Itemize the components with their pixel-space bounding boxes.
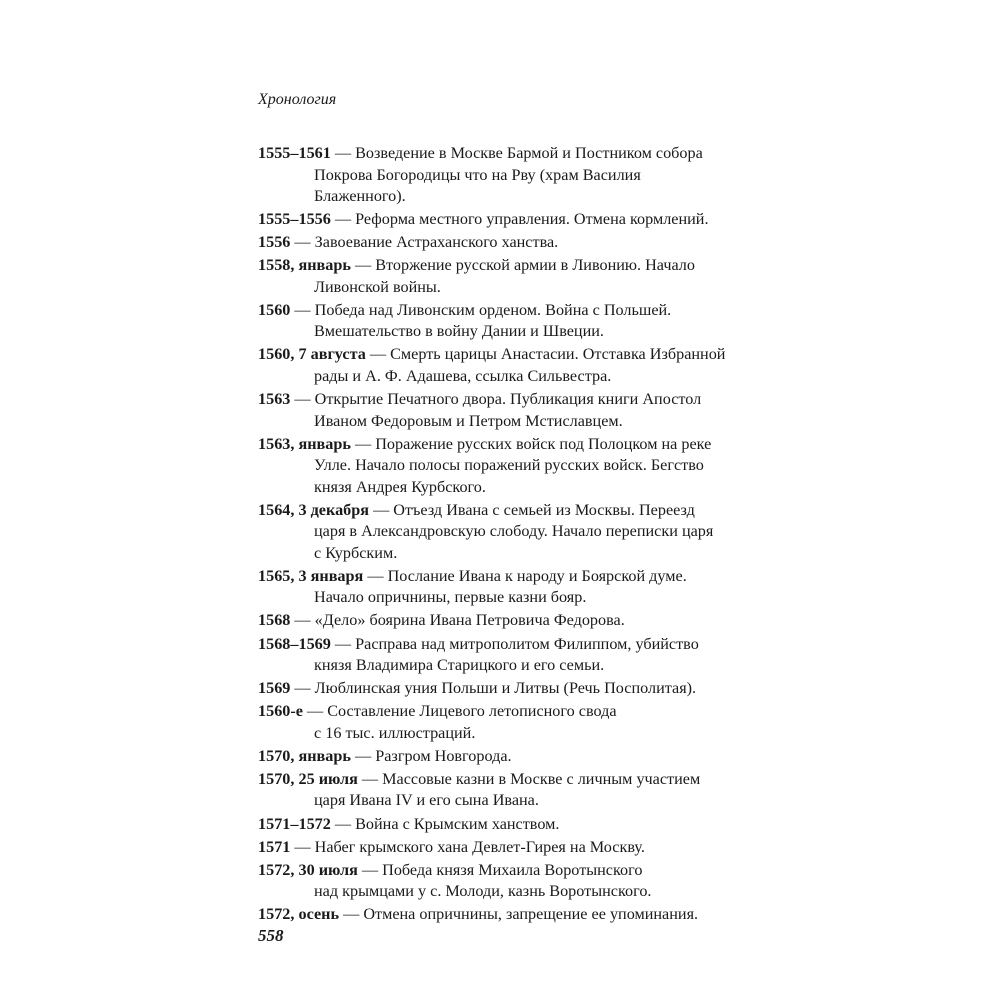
- chronology-entry: [258, 837, 778, 859]
- entry-text-line: — Возведение в Москве Бармой и Постником собора: [330, 144, 703, 162]
- entry-text-line: — Люблинская уния Польши и Литвы (Речь Посполитая).: [290, 679, 697, 698]
- chronology-list: [258, 143, 778, 927]
- entry-date: 1572, 30 июля: [258, 860, 358, 879]
- entry-text-line: Вмешательство в войну Дании и Швеции.: [314, 322, 604, 341]
- entry-date: 1564, 3 декабря: [258, 500, 370, 519]
- entry-text-line: — Расправа над митрополитом Филиппом, убийство: [330, 634, 699, 653]
- entry-text-line: — Вторжение русской армии в Ливонию. Начало: [350, 256, 695, 275]
- entry-text-line: — Открытие Печатного двора. Публикация книги Апостол: [290, 390, 702, 409]
- entry-text-line: — Разгром Новгорода.: [350, 746, 512, 765]
- chronology-entry: [258, 860, 778, 903]
- entry-date: 1571–1572: [258, 814, 331, 833]
- entry-text-line: князя Андрея Курбского.: [314, 477, 486, 496]
- chronology-entry: [258, 389, 778, 432]
- entry-text-line: царя Ивана IV и его сына Ивана.: [314, 791, 539, 810]
- entry-text-line: — Война с Крымским ханством.: [330, 814, 560, 833]
- chronology-entry: [258, 209, 778, 231]
- entry-text-line: — Смерть царицы Анастасии. Отставка Избранной: [365, 345, 726, 364]
- chronology-entry: [258, 814, 778, 836]
- chronology-entry: [258, 701, 778, 744]
- entry-date: 1555–1556: [258, 210, 331, 229]
- chronology-entry: [258, 500, 778, 565]
- entry-text-line: над крымцами у с. Молоди, казнь Воротынского.: [314, 882, 652, 901]
- chronology-entry: [258, 769, 778, 812]
- chronology-entry: [258, 232, 778, 254]
- entry-text-line: — Победа князя Михаила Воротынского: [357, 860, 643, 879]
- chronology-entry: [258, 566, 778, 609]
- running-head: Хронология: [258, 91, 337, 108]
- entry-date: 1568: [258, 611, 291, 630]
- entry-date: 1568–1569: [258, 634, 331, 653]
- chronology-entry: [258, 746, 778, 768]
- entry-text-line: — Отъезд Ивана с семьей из Москвы. Переезд: [369, 500, 695, 519]
- entry-text-line: — Победа над Ливонским орденом. Война с Польшей.: [290, 300, 672, 319]
- entry-date: 1560-е: [258, 702, 303, 721]
- entry-date: 1570, 25 июля: [258, 769, 358, 788]
- entry-text-line: князя Владимира Старицкого и его семьи.: [314, 656, 605, 675]
- entry-text-line: Иваном Федоровым и Петром Мстиславцем.: [314, 411, 623, 430]
- entry-date: 1571: [258, 837, 291, 856]
- entry-date: 1563: [258, 390, 291, 409]
- entry-date: 1556: [258, 233, 291, 252]
- entry-text-line: — Составление Лицевого летописного свода: [302, 702, 617, 721]
- entry-text-line: Улле. Начало полосы поражений русских войск. Бегство: [314, 456, 704, 475]
- chronology-entry: [258, 610, 778, 632]
- entry-date: 1560, 7 августа: [258, 345, 366, 364]
- page-number: 558: [258, 926, 284, 945]
- entry-text-line: Начало опричнины, первые казни бояр.: [314, 588, 587, 607]
- entry-date: 1555–1561: [258, 144, 331, 162]
- chronology-entry: [258, 678, 778, 700]
- entry-date: 1558, январь: [258, 256, 351, 275]
- entry-text-line: рады и А. Ф. Адашева, ссылка Сильвестра.: [314, 366, 612, 385]
- entry-text-line: — Завоевание Астраханского ханства.: [290, 233, 559, 252]
- chronology-entry: [258, 904, 778, 926]
- entry-text-line: Блаженного).: [314, 187, 406, 205]
- entry-text-line: — Набег крымского хана Девлет-Гирея на Москву.: [290, 837, 645, 856]
- entry-text-line: — Послание Ивана к народу и Боярской думе.: [363, 566, 687, 585]
- chronology-entry: [258, 344, 778, 387]
- entry-text-line: — Отмена опричнины, запрещение ее упоминания.: [339, 905, 699, 924]
- entry-text-line: Ливонской войны.: [314, 277, 441, 296]
- entry-text-line: Покрова Богородицы что на Рву (храм Василия: [314, 165, 641, 184]
- chronology-entry: [258, 255, 778, 298]
- entry-text-line: царя в Александровскую слободу. Начало переписки царя: [314, 522, 714, 541]
- chronology-entry: [258, 434, 778, 499]
- entry-text-line: — Реформа местного управления. Отмена кормлений.: [330, 210, 709, 229]
- entry-text-line: — Поражение русских войск под Полоцком на реке: [350, 434, 712, 453]
- chronology-entry: [258, 143, 778, 208]
- entry-date: 1560: [258, 300, 291, 319]
- entry-date: 1570, январь: [258, 746, 351, 765]
- entry-text-line: с 16 тыс. иллюстраций.: [314, 723, 476, 742]
- entry-date: 1572, осень: [258, 905, 340, 924]
- entry-text-line: с Курбским.: [314, 543, 398, 562]
- chronology-entry: [258, 634, 778, 677]
- entry-date: 1569: [258, 679, 291, 698]
- chronology-entry: [258, 300, 778, 343]
- entry-date: 1565, 3 января: [258, 566, 364, 585]
- entry-text-line: — «Дело» боярина Ивана Петровича Федорова.: [290, 611, 625, 630]
- entry-date: 1563, январь: [258, 434, 351, 453]
- entry-text-line: — Массовые казни в Москве с личным участием: [357, 769, 701, 788]
